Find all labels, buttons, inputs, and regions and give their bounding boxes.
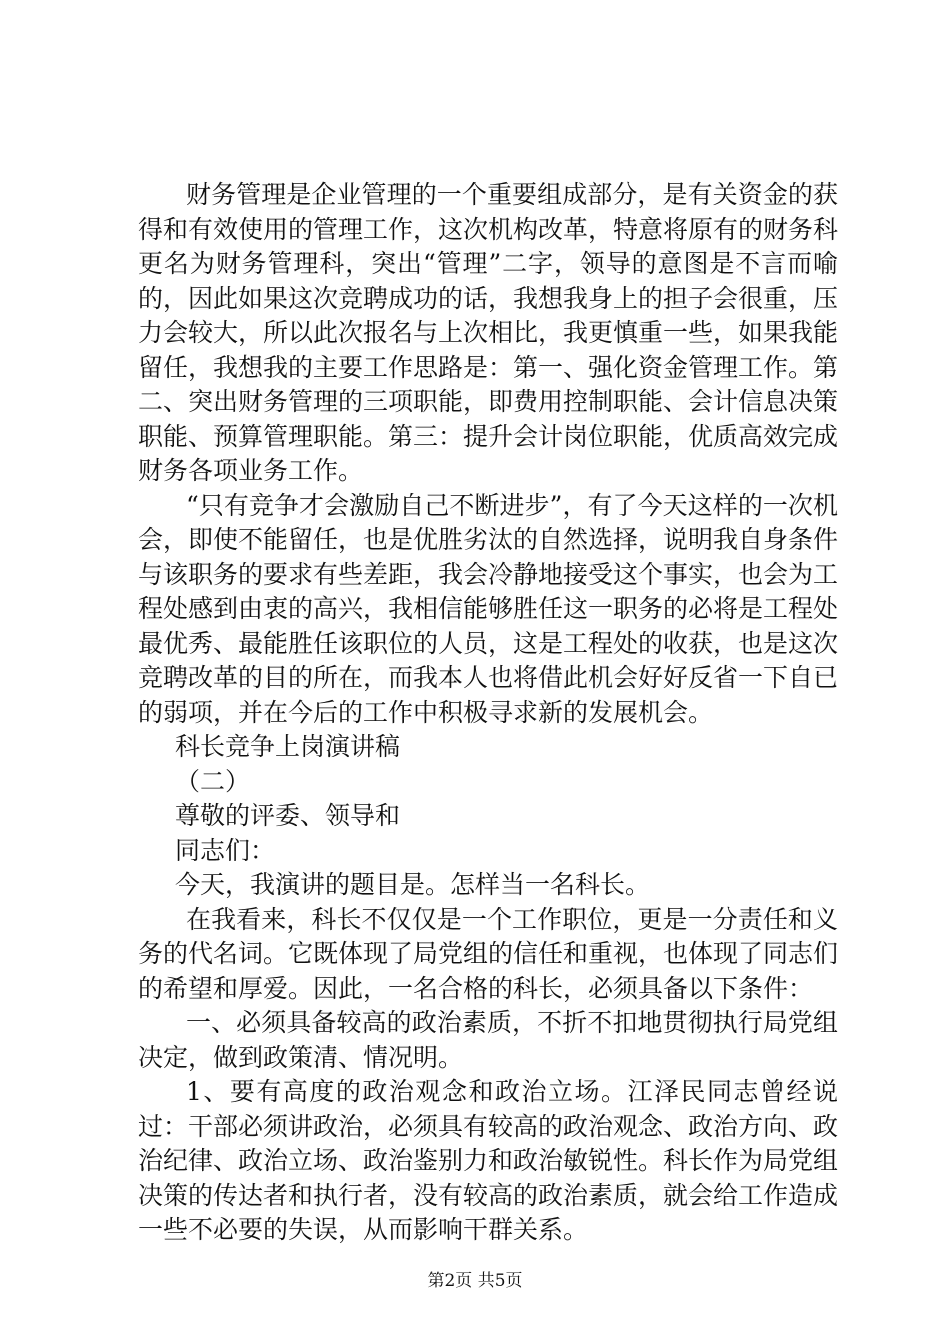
paragraph-political-quality: 一、必须具备较高的政治素质，不折不扣地贯彻执行局党组决定，做到政策清、情况明。 (138, 1008, 838, 1072)
document-body (138, 178, 838, 1248)
salutation-line-2: 同志们： (175, 835, 276, 865)
paragraph-section-chief-role: 在我看来，科长不仅仅是一个工作职位，更是一分责任和义务的代名词。它既体现了局党组的信任和重视，也体现了同志们的希望和厚爱。因此，一名合格的科长，必须具备以下条件： (138, 904, 839, 1003)
section-subtitle: （二） (175, 766, 251, 796)
paragraph-finance-management: 财务管理是企业管理的一个重要组成部分，是有关资金的获得和有效使用的管理工作，这次机构改革，特意将原有的财务科更名为财务管理科，突出“管理”二字，领导的意图是不言而喻的，因此如果这次竞聘成功的话，我想我身上的担子会很重，压力会较大，所以此次报名与上次相比，我更慎重一些，如果我能留任，我想我的主要工作思路是：第一、强化资金管理工作。第二、突出财务管理的三项职能，即费用控制职能、会计信息决策职能、预算管理职能。第三：提升会计岗位职能，优质高效完成财务各项业务工作。 (138, 180, 839, 485)
page-indicator: 第2页 共5页 (427, 1271, 523, 1291)
speech-intro: 今天，我演讲的题目是。怎样当一名科长。 (175, 870, 651, 899)
section-title: 科长竞争上岗演讲稿 (175, 732, 401, 761)
paragraph-political-stance: 1、要有高度的政治观念和政治立场。江泽民同志曾经说过：干部必须讲政治，必须具有较高的政治观念、政治方向、政治纪律、政治立场、政治鉴别力和政治敏锐性。科长作为局党组决策的传达者和执行者，没有较高的政治素质，就会给工作造成一些不必要的失误，从而影响干群关系。 (138, 1077, 839, 1244)
salutation-line-1: 尊敬的评委、领导和 (175, 801, 401, 830)
paragraph-competition: “只有竞争才会激励自己不断进步”，有了今天这样的一次机会，即使不能留任，也是优胜劣汰的自然选择，说明我自身条件与该职务的要求有些差距，我会冷静地接受这个事实，也会为工程处感到由衷的高兴，我相信能够胜任这一职务的必将是工程处最优秀、最能胜任该职位的人员，这是工程处的收获，也是这次竞聘改革的目的所在，而我本人也将借此机会好好反省一下自已的弱项，并在今后的工作中积极寻求新的发展机会。 (138, 490, 839, 727)
